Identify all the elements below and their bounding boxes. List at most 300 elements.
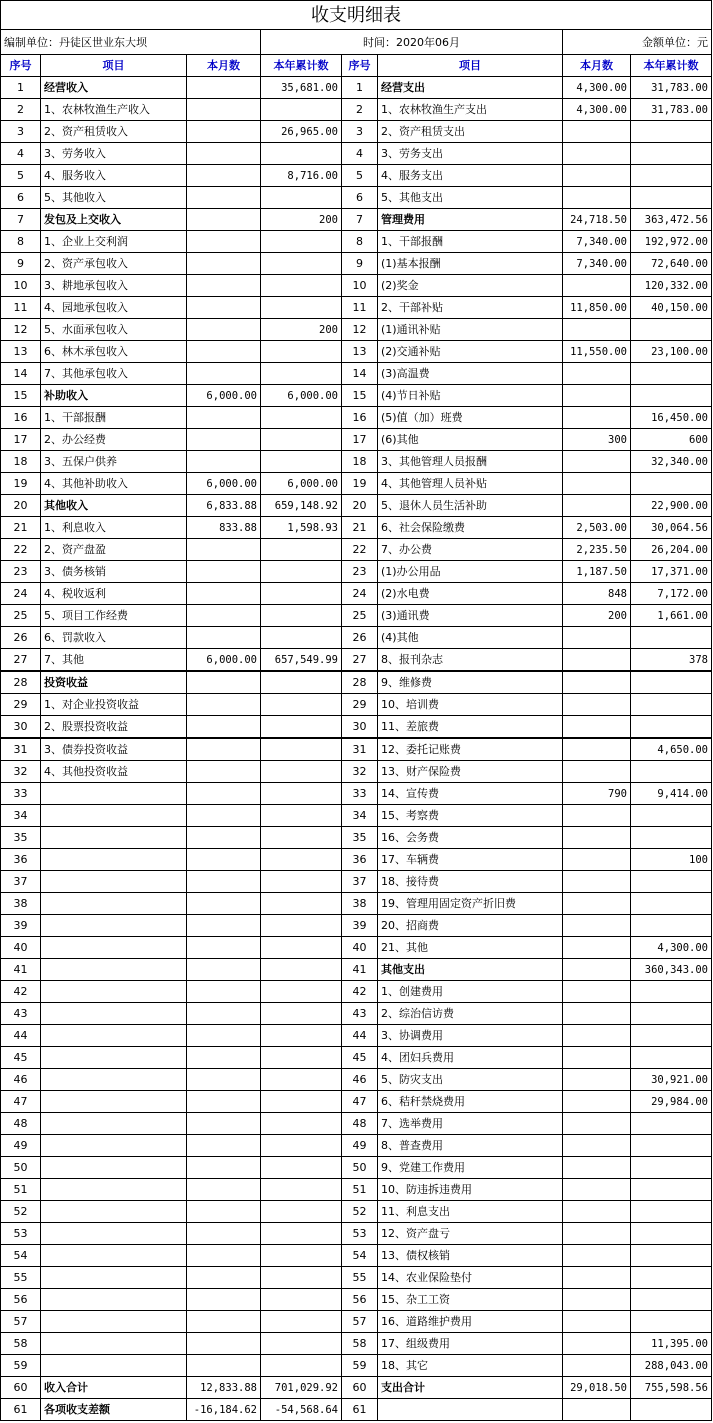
income-ytd-cell [261, 738, 342, 761]
income-item-cell: 补助收入 [41, 385, 187, 407]
expense-ytd-cell [631, 893, 712, 915]
expense-item-cell: 15、考察费 [378, 805, 563, 827]
income-item-cell: 5、其他收入 [41, 187, 187, 209]
income-month-cell [187, 783, 261, 805]
expense-ytd-cell: 600 [631, 429, 712, 451]
table-row [1, 297, 712, 319]
income-month-cell: 6,000.00 [187, 649, 261, 672]
expense-month-cell [563, 1223, 631, 1245]
income-item-cell: 1、利息收入 [41, 517, 187, 539]
expense-item-cell: 1、农林牧渔生产支出 [378, 99, 563, 121]
expense-seq-cell: 22 [342, 539, 378, 561]
expense-seq-cell: 47 [342, 1091, 378, 1113]
expense-month-cell: 24,718.50 [563, 209, 631, 231]
table-row [1, 561, 712, 583]
income-month-cell [187, 143, 261, 165]
income-seq-cell: 45 [1, 1047, 41, 1069]
income-ytd-cell [261, 1267, 342, 1289]
income-ytd-cell [261, 583, 342, 605]
expense-ytd-cell [631, 143, 712, 165]
income-seq-cell: 47 [1, 1091, 41, 1113]
table-row [1, 121, 712, 143]
expense-month-cell: 7,340.00 [563, 231, 631, 253]
income-item-cell [41, 937, 187, 959]
expense-month-cell: 2,235.50 [563, 539, 631, 561]
income-month-cell [187, 1025, 261, 1047]
income-ytd-cell [261, 761, 342, 783]
expense-month-cell [563, 716, 631, 739]
expense-ytd-cell [631, 1245, 712, 1267]
income-item-cell [41, 1223, 187, 1245]
income-item-cell: 3、五保户供养 [41, 451, 187, 473]
expense-item-cell: (6)其他 [378, 429, 563, 451]
expense-month-cell [563, 1355, 631, 1377]
expense-seq-cell: 20 [342, 495, 378, 517]
income-month-cell: 12,833.88 [187, 1377, 261, 1399]
expense-ytd-cell [631, 1201, 712, 1223]
expense-seq-cell: 52 [342, 1201, 378, 1223]
income-item-cell: 1、对企业投资收益 [41, 694, 187, 716]
expense-item-cell: 21、其他 [378, 937, 563, 959]
expense-month-cell [563, 495, 631, 517]
income-item-cell [41, 849, 187, 871]
expense-item-cell: 9、维修费 [378, 671, 563, 694]
expense-seq-cell: 34 [342, 805, 378, 827]
expense-month-cell [563, 627, 631, 649]
income-seq-cell: 48 [1, 1113, 41, 1135]
income-ytd-cell: 35,681.00 [261, 77, 342, 99]
expense-seq-cell: 8 [342, 231, 378, 253]
income-ytd-cell [261, 605, 342, 627]
table-row [1, 1399, 712, 1421]
income-item-cell: 2、办公经费 [41, 429, 187, 451]
income-seq-cell: 60 [1, 1377, 41, 1399]
income-item-cell [41, 1069, 187, 1091]
income-ytd-cell [261, 539, 342, 561]
expense-seq-cell: 60 [342, 1377, 378, 1399]
income-ytd-cell [261, 1113, 342, 1135]
expense-ytd-cell: 288,043.00 [631, 1355, 712, 1377]
expense-month-cell: 11,850.00 [563, 297, 631, 319]
income-month-cell [187, 1179, 261, 1201]
income-seq-cell: 59 [1, 1355, 41, 1377]
income-month-cell [187, 1289, 261, 1311]
income-item-cell [41, 1201, 187, 1223]
income-month-cell [187, 1333, 261, 1355]
expense-ytd-cell [631, 121, 712, 143]
income-month-cell [187, 275, 261, 297]
table-row [1, 539, 712, 561]
expense-month-cell [563, 959, 631, 981]
expense-ytd-cell: 16,450.00 [631, 407, 712, 429]
income-month-cell [187, 1113, 261, 1135]
table-row [1, 495, 712, 517]
expense-seq-cell: 24 [342, 583, 378, 605]
expense-month-cell: 300 [563, 429, 631, 451]
income-month-cell [187, 1091, 261, 1113]
expense-seq-cell: 44 [342, 1025, 378, 1047]
income-item-cell [41, 1333, 187, 1355]
income-ytd-cell [261, 1157, 342, 1179]
income-ytd-cell [261, 1311, 342, 1333]
income-ytd-cell [261, 143, 342, 165]
expense-item-cell: 7、选举费用 [378, 1113, 563, 1135]
expense-ytd-cell: 192,972.00 [631, 231, 712, 253]
expense-ytd-cell [631, 165, 712, 187]
expense-month-cell [563, 1157, 631, 1179]
income-item-cell: 4、园地承包收入 [41, 297, 187, 319]
income-item-cell: 1、干部报酬 [41, 407, 187, 429]
expense-month-cell: 848 [563, 583, 631, 605]
income-month-cell [187, 937, 261, 959]
expense-seq-cell: 51 [342, 1179, 378, 1201]
income-seq-cell: 40 [1, 937, 41, 959]
table-row [1, 1069, 712, 1091]
expense-month-cell [563, 671, 631, 694]
expense-ytd-cell [631, 761, 712, 783]
table-row [1, 827, 712, 849]
income-item-cell: 3、劳务收入 [41, 143, 187, 165]
income-item-cell: 6、林木承包收入 [41, 341, 187, 363]
expense-seq-cell: 21 [342, 517, 378, 539]
table-row [1, 627, 712, 649]
expense-ytd-cell [631, 1003, 712, 1025]
income-ytd-cell: 657,549.99 [261, 649, 342, 672]
income-item-cell [41, 915, 187, 937]
income-seq-cell: 56 [1, 1289, 41, 1311]
expense-month-cell [563, 1201, 631, 1223]
income-seq-cell: 12 [1, 319, 41, 341]
table-row [1, 1355, 712, 1377]
income-item-cell: 其他收入 [41, 495, 187, 517]
expense-seq-cell: 55 [342, 1267, 378, 1289]
expense-ytd-cell: 4,650.00 [631, 738, 712, 761]
expense-seq-cell: 33 [342, 783, 378, 805]
expense-month-cell [563, 451, 631, 473]
expense-month-cell: 29,018.50 [563, 1377, 631, 1399]
expense-seq-cell: 23 [342, 561, 378, 583]
expense-month-cell: 4,300.00 [563, 99, 631, 121]
expense-seq-cell: 2 [342, 99, 378, 121]
table-row [1, 275, 712, 297]
income-month-cell [187, 451, 261, 473]
income-month-cell: 6,000.00 [187, 385, 261, 407]
expense-ytd-cell: 23,100.00 [631, 341, 712, 363]
table-row [1, 231, 712, 253]
income-ytd-cell [261, 275, 342, 297]
expense-seq-cell: 32 [342, 761, 378, 783]
expense-item-cell: (1)基本报酬 [378, 253, 563, 275]
income-month-cell [187, 539, 261, 561]
income-seq-cell: 23 [1, 561, 41, 583]
expense-item-cell: 14、宣传费 [378, 783, 563, 805]
income-month-cell [187, 671, 261, 694]
income-ytd-cell [261, 1289, 342, 1311]
expense-month-cell: 200 [563, 605, 631, 627]
income-seq-cell: 46 [1, 1069, 41, 1091]
expense-month-cell [563, 649, 631, 672]
expense-month-cell [563, 1047, 631, 1069]
income-seq-cell: 33 [1, 783, 41, 805]
expense-item-cell: (1)办公用品 [378, 561, 563, 583]
expense-item-cell: 12、资产盘亏 [378, 1223, 563, 1245]
expense-ytd-cell [631, 871, 712, 893]
title-row [1, 1, 712, 30]
expense-month-cell [563, 1113, 631, 1135]
expense-month-cell [563, 1267, 631, 1289]
table-row [1, 1047, 712, 1069]
income-item-cell: 4、其他投资收益 [41, 761, 187, 783]
income-item-cell: 5、项目工作经费 [41, 605, 187, 627]
expense-seq-cell: 16 [342, 407, 378, 429]
income-ytd-cell [261, 871, 342, 893]
income-seq-cell: 21 [1, 517, 41, 539]
table-row [1, 605, 712, 627]
table-row [1, 649, 712, 672]
income-seq-cell: 51 [1, 1179, 41, 1201]
table-row [1, 99, 712, 121]
income-seq-cell: 58 [1, 1333, 41, 1355]
income-month-cell [187, 297, 261, 319]
income-month-cell [187, 871, 261, 893]
expense-month-cell [563, 187, 631, 209]
expense-item-cell: 15、杂工工资 [378, 1289, 563, 1311]
expense-month-cell [563, 1399, 631, 1421]
income-ytd-cell [261, 99, 342, 121]
income-month-cell [187, 253, 261, 275]
expense-item-cell: (2)水电费 [378, 583, 563, 605]
income-seq-cell: 30 [1, 716, 41, 739]
expense-seq-cell: 9 [342, 253, 378, 275]
income-ytd-cell: 1,598.93 [261, 517, 342, 539]
expense-item-cell: 1、干部报酬 [378, 231, 563, 253]
income-item-cell [41, 1003, 187, 1025]
expense-ytd-cell: 378 [631, 649, 712, 672]
table-row [1, 738, 712, 761]
expense-ytd-cell [631, 827, 712, 849]
expense-seq-cell: 41 [342, 959, 378, 981]
expense-item-cell: 18、接待费 [378, 871, 563, 893]
expense-seq-cell: 15 [342, 385, 378, 407]
expense-item-cell: 6、社会保险缴费 [378, 517, 563, 539]
table-row [1, 1333, 712, 1355]
income-seq-cell: 39 [1, 915, 41, 937]
expense-seq-cell: 50 [342, 1157, 378, 1179]
income-seq-cell: 20 [1, 495, 41, 517]
expense-seq-cell: 6 [342, 187, 378, 209]
income-ytd-cell [261, 1025, 342, 1047]
header-seq-left: 序号 [1, 55, 41, 77]
income-seq-cell: 50 [1, 1157, 41, 1179]
expense-item-cell: 5、防灾支出 [378, 1069, 563, 1091]
income-ytd-cell [261, 341, 342, 363]
income-ytd-cell: 659,148.92 [261, 495, 342, 517]
income-ytd-cell [261, 429, 342, 451]
income-item-cell: 3、耕地承包收入 [41, 275, 187, 297]
income-item-cell: 经营收入 [41, 77, 187, 99]
income-month-cell [187, 561, 261, 583]
table-row [1, 1311, 712, 1333]
income-item-cell [41, 981, 187, 1003]
income-item-cell: 7、其他 [41, 649, 187, 672]
income-item-cell [41, 1113, 187, 1135]
expense-item-cell: (1)通讯补贴 [378, 319, 563, 341]
income-ytd-cell: 701,029.92 [261, 1377, 342, 1399]
expense-item-cell: 17、车辆费 [378, 849, 563, 871]
currency-label: 金额单位：元 [563, 30, 712, 55]
income-item-cell: 4、税收返利 [41, 583, 187, 605]
expense-seq-cell: 5 [342, 165, 378, 187]
income-seq-cell: 34 [1, 805, 41, 827]
income-month-cell [187, 1201, 261, 1223]
expense-ytd-cell: 4,300.00 [631, 937, 712, 959]
income-item-cell: 4、服务收入 [41, 165, 187, 187]
table-row [1, 871, 712, 893]
expense-item-cell: 8、报刊杂志 [378, 649, 563, 672]
expense-seq-cell: 58 [342, 1333, 378, 1355]
expense-month-cell [563, 871, 631, 893]
expense-seq-cell: 36 [342, 849, 378, 871]
expense-ytd-cell: 32,340.00 [631, 451, 712, 473]
table-row [1, 209, 712, 231]
expense-ytd-cell: 40,150.00 [631, 297, 712, 319]
income-month-cell [187, 407, 261, 429]
expense-month-cell: 4,300.00 [563, 77, 631, 99]
income-seq-cell: 25 [1, 605, 41, 627]
income-seq-cell: 43 [1, 1003, 41, 1025]
income-seq-cell: 28 [1, 671, 41, 694]
table-row [1, 1223, 712, 1245]
expense-month-cell: 7,340.00 [563, 253, 631, 275]
expense-seq-cell: 29 [342, 694, 378, 716]
income-ytd-cell [261, 363, 342, 385]
expense-item-cell: 13、财产保险费 [378, 761, 563, 783]
income-seq-cell: 52 [1, 1201, 41, 1223]
expense-month-cell [563, 121, 631, 143]
expense-month-cell [563, 849, 631, 871]
income-item-cell: 2、资产租赁收入 [41, 121, 187, 143]
expense-month-cell [563, 694, 631, 716]
income-seq-cell: 41 [1, 959, 41, 981]
expense-item-cell: 3、劳务支出 [378, 143, 563, 165]
expense-seq-cell: 37 [342, 871, 378, 893]
expense-month-cell [563, 1311, 631, 1333]
income-month-cell: -16,184.62 [187, 1399, 261, 1421]
income-month-cell [187, 605, 261, 627]
expense-ytd-cell: 363,472.56 [631, 209, 712, 231]
income-month-cell [187, 849, 261, 871]
expense-month-cell [563, 738, 631, 761]
table-row [1, 1135, 712, 1157]
table-row [1, 583, 712, 605]
expense-month-cell: 2,503.00 [563, 517, 631, 539]
income-ytd-cell [261, 849, 342, 871]
income-seq-cell: 24 [1, 583, 41, 605]
expense-seq-cell: 49 [342, 1135, 378, 1157]
expense-seq-cell: 53 [342, 1223, 378, 1245]
income-ytd-cell [261, 627, 342, 649]
table-row [1, 1289, 712, 1311]
expense-month-cell [563, 1245, 631, 1267]
expense-item-cell: 18、其它 [378, 1355, 563, 1377]
expense-month-cell [563, 275, 631, 297]
income-seq-cell: 9 [1, 253, 41, 275]
expense-item-cell: (4)其他 [378, 627, 563, 649]
expense-seq-cell: 26 [342, 627, 378, 649]
table-row [1, 1179, 712, 1201]
expense-item-cell: (2)交通补贴 [378, 341, 563, 363]
header-ytd-right: 本年累计数 [631, 55, 712, 77]
expense-month-cell [563, 1289, 631, 1311]
income-item-cell [41, 1245, 187, 1267]
income-seq-cell: 16 [1, 407, 41, 429]
income-seq-cell: 29 [1, 694, 41, 716]
income-ytd-cell: 6,000.00 [261, 385, 342, 407]
expense-month-cell [563, 893, 631, 915]
income-seq-cell: 13 [1, 341, 41, 363]
table-row [1, 143, 712, 165]
income-month-cell [187, 1245, 261, 1267]
expense-seq-cell: 7 [342, 209, 378, 231]
income-item-cell [41, 1157, 187, 1179]
table-row [1, 451, 712, 473]
table-row [1, 1157, 712, 1179]
income-seq-cell: 2 [1, 99, 41, 121]
expense-ytd-cell: 72,640.00 [631, 253, 712, 275]
table-row [1, 385, 712, 407]
expense-item-cell: 3、协调费用 [378, 1025, 563, 1047]
income-seq-cell: 37 [1, 871, 41, 893]
income-ytd-cell [261, 1355, 342, 1377]
expense-item-cell: 2、干部补贴 [378, 297, 563, 319]
expense-seq-cell: 27 [342, 649, 378, 672]
table-row [1, 783, 712, 805]
expense-seq-cell: 4 [342, 143, 378, 165]
income-ytd-cell [261, 1333, 342, 1355]
expense-seq-cell: 46 [342, 1069, 378, 1091]
header-month-right: 本月数 [563, 55, 631, 77]
expense-ytd-cell [631, 671, 712, 694]
income-ytd-cell [261, 1047, 342, 1069]
income-month-cell [187, 99, 261, 121]
income-ytd-cell [261, 1003, 342, 1025]
table-row [1, 1245, 712, 1267]
table-row [1, 1025, 712, 1047]
income-seq-cell: 19 [1, 473, 41, 495]
expense-item-cell: 7、办公费 [378, 539, 563, 561]
expense-item-cell: 1、创建费用 [378, 981, 563, 1003]
income-ytd-cell [261, 937, 342, 959]
income-item-cell: 1、农林牧渔生产收入 [41, 99, 187, 121]
income-ytd-cell [261, 1245, 342, 1267]
expense-month-cell [563, 1003, 631, 1025]
expense-item-cell: 16、道路维护费用 [378, 1311, 563, 1333]
table-row [1, 694, 712, 716]
expense-seq-cell: 57 [342, 1311, 378, 1333]
income-month-cell: 833.88 [187, 517, 261, 539]
income-seq-cell: 57 [1, 1311, 41, 1333]
expense-seq-cell: 1 [342, 77, 378, 99]
income-ytd-cell [261, 805, 342, 827]
expense-item-cell: 10、防违拆违费用 [378, 1179, 563, 1201]
income-ytd-cell: 200 [261, 319, 342, 341]
income-item-cell: 2、资产承包收入 [41, 253, 187, 275]
income-item-cell: 3、债务核销 [41, 561, 187, 583]
expense-ytd-cell: 120,332.00 [631, 275, 712, 297]
income-month-cell [187, 121, 261, 143]
income-month-cell [187, 1135, 261, 1157]
header-item-right: 项目 [378, 55, 563, 77]
